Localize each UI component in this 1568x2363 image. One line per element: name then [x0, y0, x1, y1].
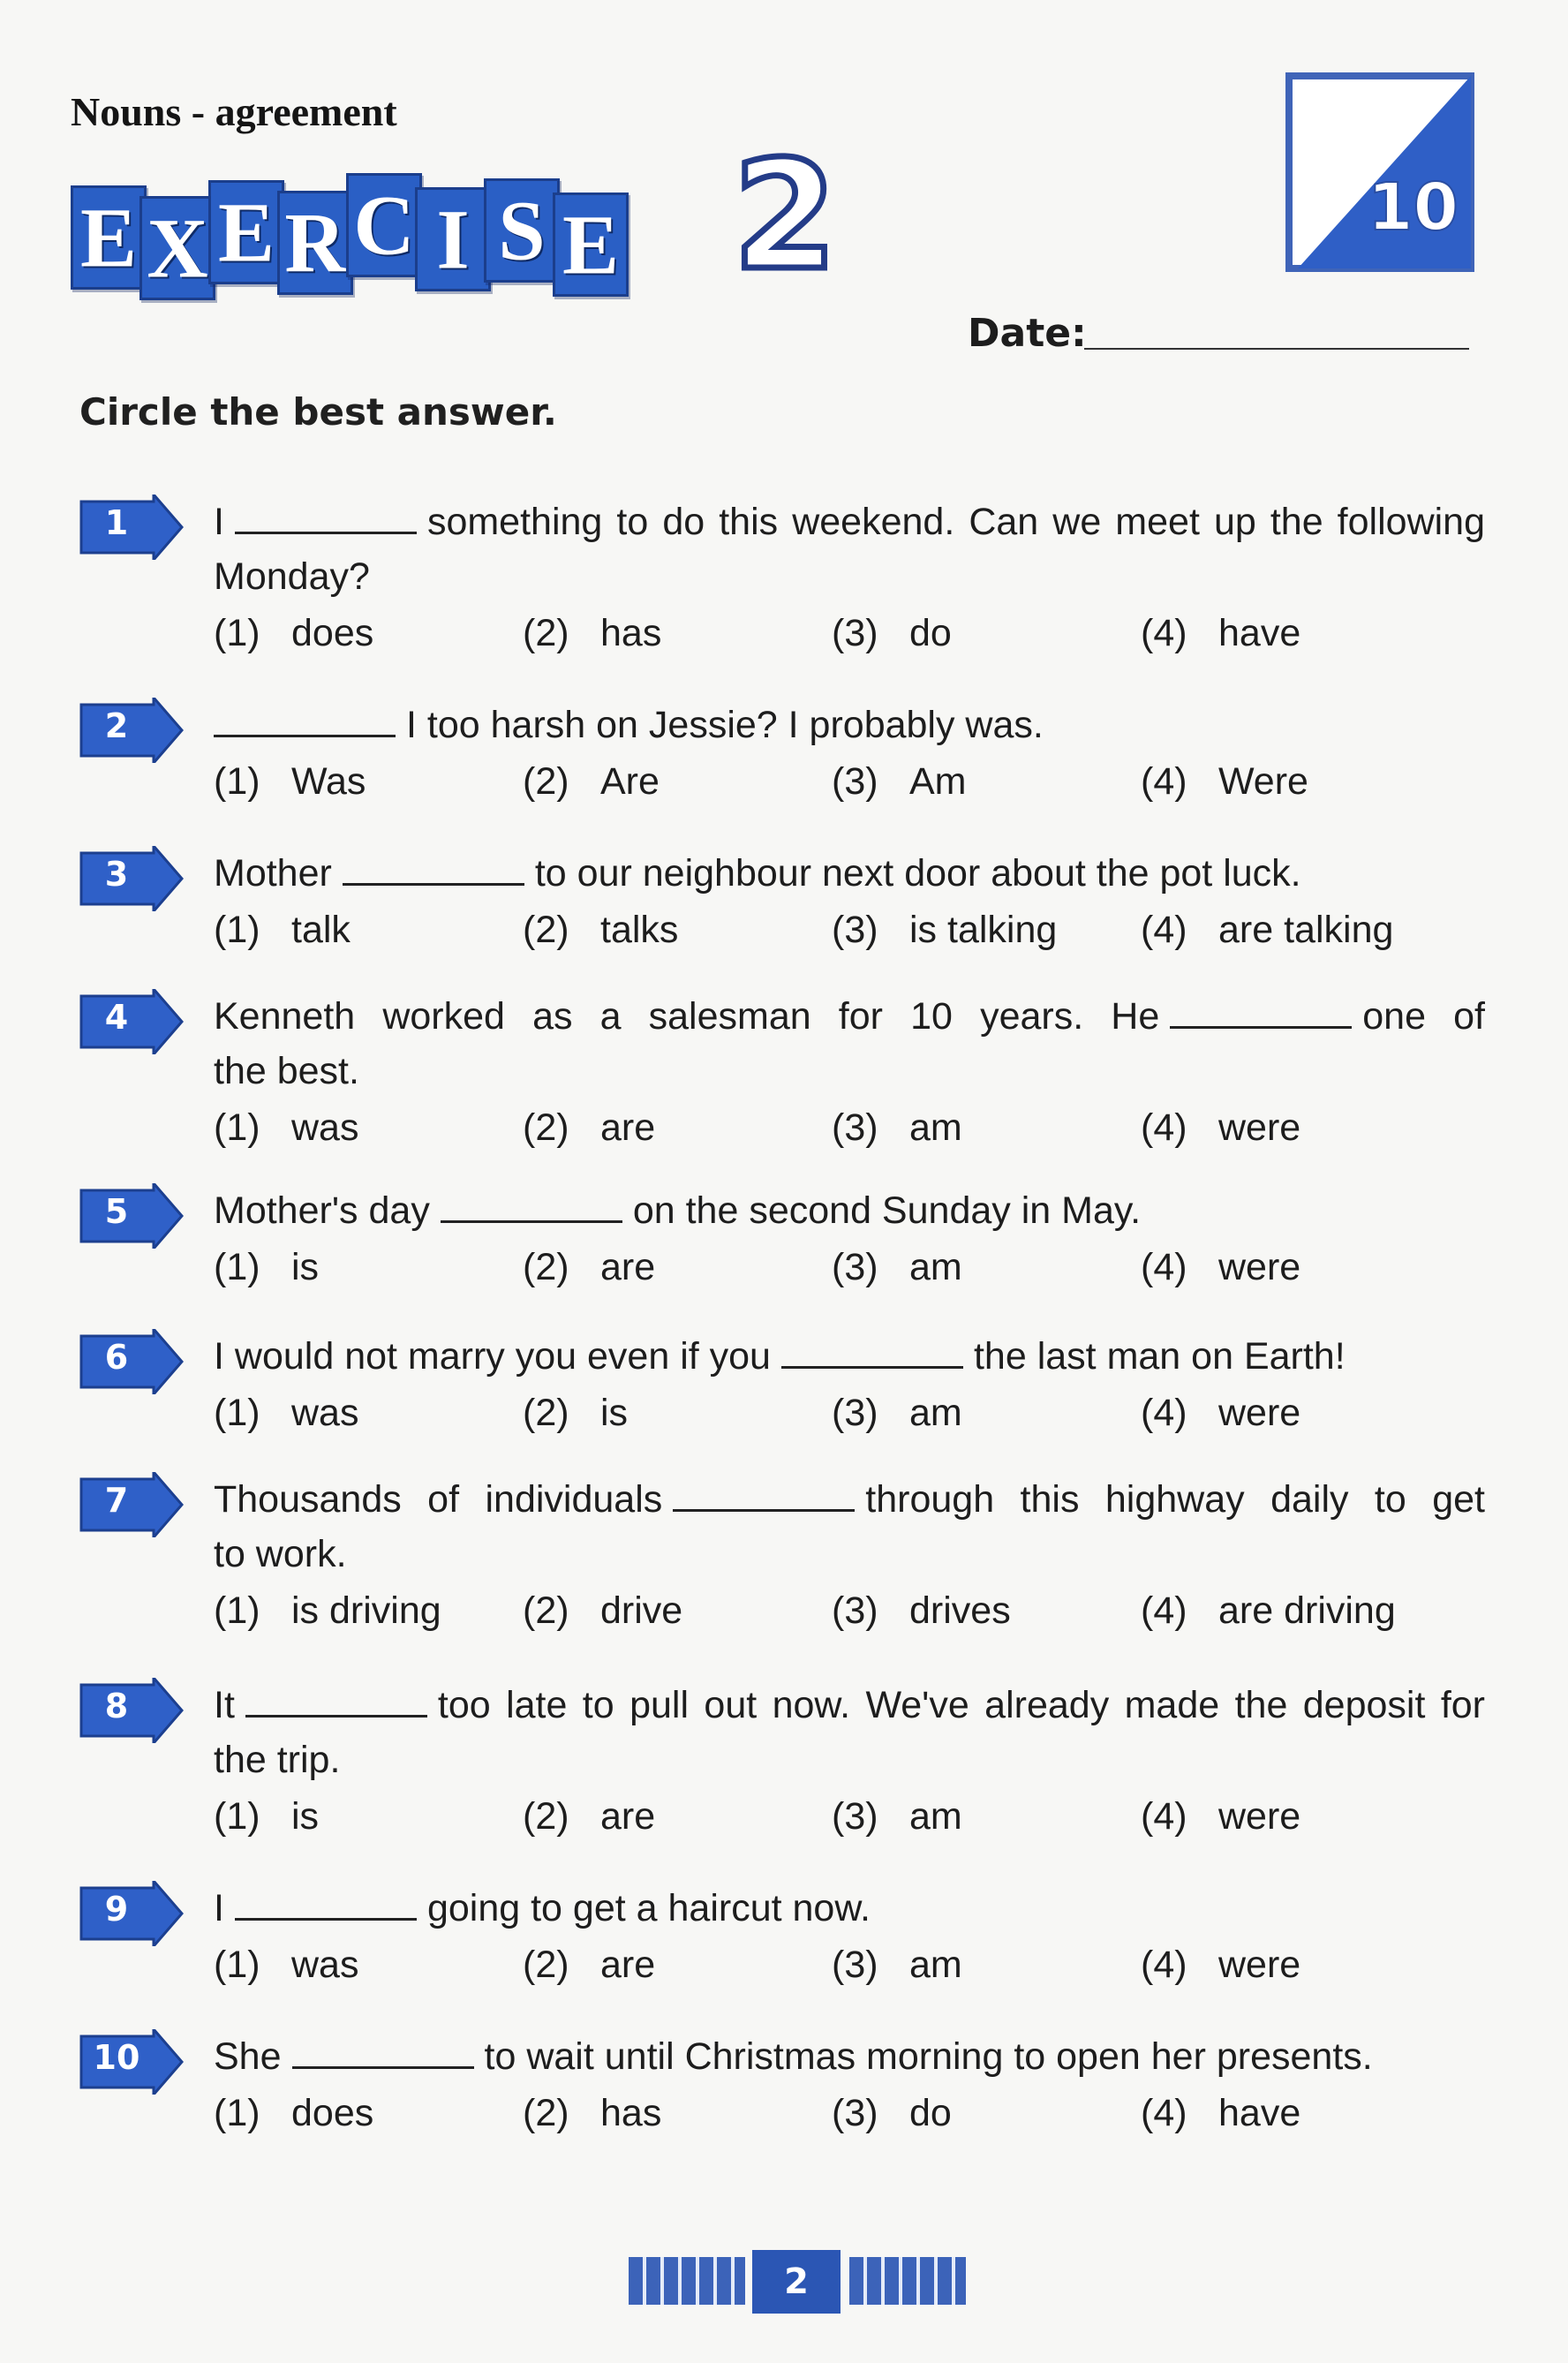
- option-text: are talking: [1218, 909, 1394, 951]
- stem-after: to our neighbour next door about the pot luck.: [534, 852, 1301, 895]
- answer-blank[interactable]: [245, 1680, 427, 1718]
- option-text: talks: [600, 909, 679, 951]
- question-body: [214, 846, 1485, 957]
- option-text: am: [909, 1795, 962, 1838]
- option-number: (3): [832, 760, 878, 803]
- option-number: (4): [1141, 909, 1187, 951]
- answer-options: [214, 606, 1485, 661]
- option-text: is: [291, 1246, 320, 1288]
- question-body: [214, 1472, 1485, 1638]
- question-number-badge: [79, 1329, 184, 1394]
- question-stem: [214, 2029, 1485, 2084]
- answer-blank[interactable]: [1170, 991, 1352, 1029]
- option-number: (1): [214, 760, 260, 803]
- answer-option[interactable]: [214, 606, 523, 661]
- option-text: are: [600, 1246, 656, 1288]
- option-number: (3): [832, 1944, 878, 1986]
- date-field[interactable]: [968, 311, 1471, 364]
- option-number: (3): [832, 1106, 878, 1149]
- option-text: have: [1218, 612, 1301, 654]
- exercise-letter-tile: [71, 185, 147, 290]
- option-number: (3): [832, 612, 878, 654]
- question-number: 5: [104, 1192, 129, 1231]
- exercise-letter-tile: [415, 187, 491, 291]
- question-number-badge: [79, 1881, 184, 1946]
- question-body: [214, 1183, 1485, 1295]
- question-body: [214, 1678, 1485, 1844]
- option-text: am: [909, 1246, 962, 1288]
- option-text: are: [600, 1944, 656, 1986]
- answer-blank[interactable]: [292, 2031, 474, 2069]
- footer-decoration-left: [629, 2257, 745, 2305]
- answer-option[interactable]: [832, 1583, 1141, 1638]
- answer-option[interactable]: [1141, 1240, 1450, 1295]
- topic-heading: Nouns - agreement: [71, 89, 397, 134]
- question-body: [214, 989, 1485, 1155]
- exercise-letter-tile: [484, 178, 560, 283]
- stem-before: Mother's day: [214, 1189, 430, 1232]
- instruction-text: Circle the best answer.: [79, 390, 557, 434]
- answer-option[interactable]: [832, 606, 1141, 661]
- question-stem: [214, 846, 1485, 901]
- option-number: (4): [1141, 1795, 1187, 1838]
- option-number: (2): [523, 909, 569, 951]
- answer-blank[interactable]: [781, 1331, 963, 1369]
- option-number: (1): [214, 1106, 260, 1149]
- score-box: [1285, 72, 1474, 272]
- option-text: is driving: [291, 1589, 441, 1632]
- page-number: 2: [752, 2250, 841, 2314]
- page-footer: [629, 2250, 966, 2314]
- answer-option[interactable]: [1141, 1937, 1450, 1992]
- answer-options: [214, 1789, 1485, 1844]
- answer-option[interactable]: [214, 902, 523, 957]
- date-blank-line[interactable]: [1084, 348, 1469, 350]
- exercise-letter: S: [498, 183, 546, 278]
- option-number: (2): [523, 1246, 569, 1288]
- answer-option[interactable]: [1141, 2086, 1450, 2140]
- question-stem: [214, 1329, 1485, 1384]
- answer-options: [214, 902, 1485, 957]
- exercise-letter-tile: [139, 196, 215, 300]
- exercise-letter: E: [562, 197, 620, 292]
- answer-blank[interactable]: [235, 1883, 417, 1921]
- option-text: Were: [1218, 760, 1308, 803]
- stem-before: I would not marry you even if you: [214, 1335, 771, 1378]
- option-text: does: [291, 612, 374, 654]
- answer-option[interactable]: [832, 902, 1141, 957]
- answer-option[interactable]: [214, 754, 523, 809]
- answer-option[interactable]: [523, 1789, 832, 1844]
- answer-option[interactable]: [832, 2086, 1141, 2140]
- answer-options: [214, 1937, 1485, 1992]
- answer-option[interactable]: [523, 606, 832, 661]
- option-text: are: [600, 1795, 656, 1838]
- question-stem: [214, 698, 1485, 752]
- answer-option[interactable]: [523, 1385, 832, 1440]
- stem-after: through this highway daily to get: [865, 1478, 1486, 1521]
- answer-option[interactable]: [1141, 902, 1450, 957]
- option-number: (1): [214, 1944, 260, 1986]
- option-number: (4): [1141, 1392, 1187, 1434]
- answer-option[interactable]: [523, 754, 832, 809]
- answer-option[interactable]: [214, 1385, 523, 1440]
- question-number-badge: [79, 698, 184, 763]
- option-text: Was: [291, 760, 366, 803]
- answer-option[interactable]: [832, 1789, 1141, 1844]
- answer-blank[interactable]: [673, 1474, 855, 1512]
- question-number: 8: [104, 1687, 129, 1725]
- question-number: 7: [104, 1481, 129, 1520]
- option-text: has: [600, 612, 662, 654]
- answer-options: [214, 2086, 1485, 2140]
- option-text: was: [291, 1392, 359, 1434]
- stem-before: Mother: [214, 852, 332, 895]
- option-number: (3): [832, 1589, 878, 1632]
- option-text: was: [291, 1106, 359, 1149]
- option-text: am: [909, 1392, 962, 1434]
- date-label: Date:: [968, 311, 1087, 356]
- answer-option[interactable]: [832, 1937, 1141, 1992]
- answer-options: [214, 1583, 1485, 1638]
- footer-decoration-right: [849, 2257, 966, 2305]
- stem-continuation: to work.: [214, 1533, 347, 1575]
- question-stem: [214, 1678, 1485, 1733]
- answer-option[interactable]: [1141, 606, 1450, 661]
- option-text: Are: [600, 760, 660, 803]
- option-number: (2): [523, 1589, 569, 1632]
- option-text: were: [1218, 1392, 1301, 1434]
- option-text: does: [291, 2092, 374, 2134]
- question-stem: [214, 494, 1485, 549]
- stem-after: one of: [1362, 995, 1485, 1038]
- option-text: were: [1218, 1944, 1301, 1986]
- answer-option[interactable]: [214, 1937, 523, 1992]
- question-body: [214, 1881, 1485, 1992]
- option-number: (3): [832, 1392, 878, 1434]
- answer-option[interactable]: [214, 1583, 523, 1638]
- answer-option[interactable]: [523, 2086, 832, 2140]
- answer-blank[interactable]: [235, 496, 417, 534]
- stem-before: I: [214, 1887, 224, 1929]
- option-text: have: [1218, 2092, 1301, 2134]
- answer-blank[interactable]: [214, 699, 396, 737]
- question-stem: [214, 989, 1485, 1044]
- question-number-badge: [79, 1183, 184, 1249]
- answer-option[interactable]: [523, 1937, 832, 1992]
- option-number: (4): [1141, 2092, 1187, 2134]
- option-number: (3): [832, 1795, 878, 1838]
- option-number: (4): [1141, 1944, 1187, 1986]
- option-number: (4): [1141, 1246, 1187, 1288]
- stem-before: I: [214, 501, 224, 543]
- exercise-letter: C: [353, 177, 415, 273]
- stem-after: going to get a haircut now.: [426, 1887, 871, 1929]
- option-text: do: [909, 612, 952, 654]
- exercise-letter-tile: [208, 180, 284, 284]
- answer-option[interactable]: [832, 1100, 1141, 1155]
- option-number: (1): [214, 1246, 260, 1288]
- option-text: do: [909, 2092, 952, 2134]
- option-text: are: [600, 1106, 656, 1149]
- stem-after: the last man on Earth!: [973, 1335, 1346, 1378]
- option-number: (2): [523, 1106, 569, 1149]
- score-total: 10: [1368, 170, 1459, 245]
- option-number: (1): [214, 909, 260, 951]
- answer-blank[interactable]: [441, 1185, 622, 1223]
- answer-option[interactable]: [214, 1240, 523, 1295]
- question-number: 10: [93, 2038, 140, 2077]
- question-number-badge: [79, 494, 184, 560]
- option-text: is: [600, 1392, 629, 1434]
- stem-after: something to do this weekend. Can we meet up the following: [426, 501, 1485, 543]
- question-number: 3: [104, 855, 129, 894]
- stem-after: too late to pull out now. We've already made the deposit for: [437, 1684, 1485, 1726]
- answer-option[interactable]: [523, 902, 832, 957]
- answer-option[interactable]: [1141, 754, 1450, 809]
- answer-option[interactable]: [1141, 1789, 1450, 1844]
- answer-option[interactable]: [832, 1240, 1141, 1295]
- option-number: (4): [1141, 1106, 1187, 1149]
- question-number-badge: [79, 846, 184, 911]
- answer-option[interactable]: [523, 1583, 832, 1638]
- question-number: 9: [104, 1890, 129, 1929]
- option-text: is talking: [909, 909, 1058, 951]
- option-text: talk: [291, 909, 351, 951]
- question-number: 4: [104, 998, 129, 1037]
- option-number: (1): [214, 612, 260, 654]
- answer-option[interactable]: [1141, 1100, 1450, 1155]
- option-text: has: [600, 2092, 662, 2134]
- stem-before: She: [214, 2035, 282, 2078]
- answer-option[interactable]: [523, 1100, 832, 1155]
- option-number: (4): [1141, 1589, 1187, 1632]
- question-number-badge: [79, 1678, 184, 1743]
- option-number: (3): [832, 1246, 878, 1288]
- option-number: (4): [1141, 760, 1187, 803]
- question-stem: [214, 1183, 1485, 1238]
- question-body: [214, 2029, 1485, 2140]
- option-number: (4): [1141, 612, 1187, 654]
- answer-options: [214, 1100, 1485, 1155]
- question-body: [214, 494, 1485, 661]
- answer-option[interactable]: [832, 754, 1141, 809]
- answer-option[interactable]: [214, 2086, 523, 2140]
- option-number: (1): [214, 1795, 260, 1838]
- exercise-title: [71, 173, 636, 296]
- answer-option[interactable]: [832, 1385, 1141, 1440]
- answer-options: [214, 1240, 1485, 1295]
- question-stem: [214, 1881, 1485, 1936]
- option-text: were: [1218, 1106, 1301, 1149]
- stem-after: on the second Sunday in May.: [632, 1189, 1142, 1232]
- exercise-letter-tile: [553, 193, 629, 297]
- option-number: (2): [523, 1944, 569, 1986]
- option-text: Am: [909, 760, 967, 803]
- option-text: drive: [600, 1589, 683, 1632]
- option-text: am: [909, 1106, 962, 1149]
- option-number: (3): [832, 2092, 878, 2134]
- stem-before: Kenneth worked as a salesman for 10 years. He: [214, 995, 1160, 1038]
- option-text: is: [291, 1795, 320, 1838]
- question-number-badge: [79, 2029, 184, 2095]
- answer-options: [214, 1385, 1485, 1440]
- stem-before: Thousands of individuals: [214, 1478, 663, 1521]
- question-body: [214, 1329, 1485, 1440]
- exercise-letter-tile: [277, 191, 353, 295]
- stem-before: It: [214, 1684, 235, 1726]
- exercise-letter: X: [147, 200, 208, 296]
- answer-option[interactable]: [1141, 1583, 1450, 1638]
- exercise-letter-tile: [346, 173, 422, 277]
- stem-continuation: the best.: [214, 1050, 359, 1092]
- question-number: 6: [104, 1338, 129, 1377]
- stem-continuation: Monday?: [214, 555, 370, 598]
- answer-option[interactable]: [523, 1240, 832, 1295]
- question-body: [214, 698, 1485, 809]
- option-number: (2): [523, 1392, 569, 1434]
- option-number: (3): [832, 909, 878, 951]
- option-text: am: [909, 1944, 962, 1986]
- option-number: (1): [214, 2092, 260, 2134]
- exercise-letter: I: [436, 192, 470, 287]
- option-text: are driving: [1218, 1589, 1396, 1632]
- exercise-number: 2: [733, 129, 838, 304]
- option-number: (2): [523, 2092, 569, 2134]
- question-number-badge: [79, 1472, 184, 1537]
- answer-option[interactable]: [1141, 1385, 1450, 1440]
- question-stem: [214, 1472, 1485, 1527]
- stem-after: I too harsh on Jessie? I probably was.: [406, 704, 1044, 746]
- question-number: 1: [104, 503, 129, 542]
- answer-option[interactable]: [214, 1789, 523, 1844]
- option-number: (2): [523, 760, 569, 803]
- option-number: (1): [214, 1589, 260, 1632]
- answer-option[interactable]: [214, 1100, 523, 1155]
- option-number: (2): [523, 1795, 569, 1838]
- stem-after: to wait until Christmas morning to open her presents.: [484, 2035, 1373, 2078]
- exercise-letter: R: [284, 195, 346, 291]
- option-text: were: [1218, 1246, 1301, 1288]
- exercise-letter: E: [217, 185, 275, 280]
- answer-options: [214, 754, 1485, 809]
- answer-blank[interactable]: [343, 848, 524, 886]
- stem-continuation: the trip.: [214, 1739, 341, 1781]
- option-number: (2): [523, 612, 569, 654]
- option-text: were: [1218, 1795, 1301, 1838]
- question-number-badge: [79, 989, 184, 1054]
- question-number: 2: [104, 706, 129, 745]
- option-text: was: [291, 1944, 359, 1986]
- exercise-letter: E: [79, 190, 138, 285]
- option-text: drives: [909, 1589, 1011, 1632]
- option-number: (1): [214, 1392, 260, 1434]
